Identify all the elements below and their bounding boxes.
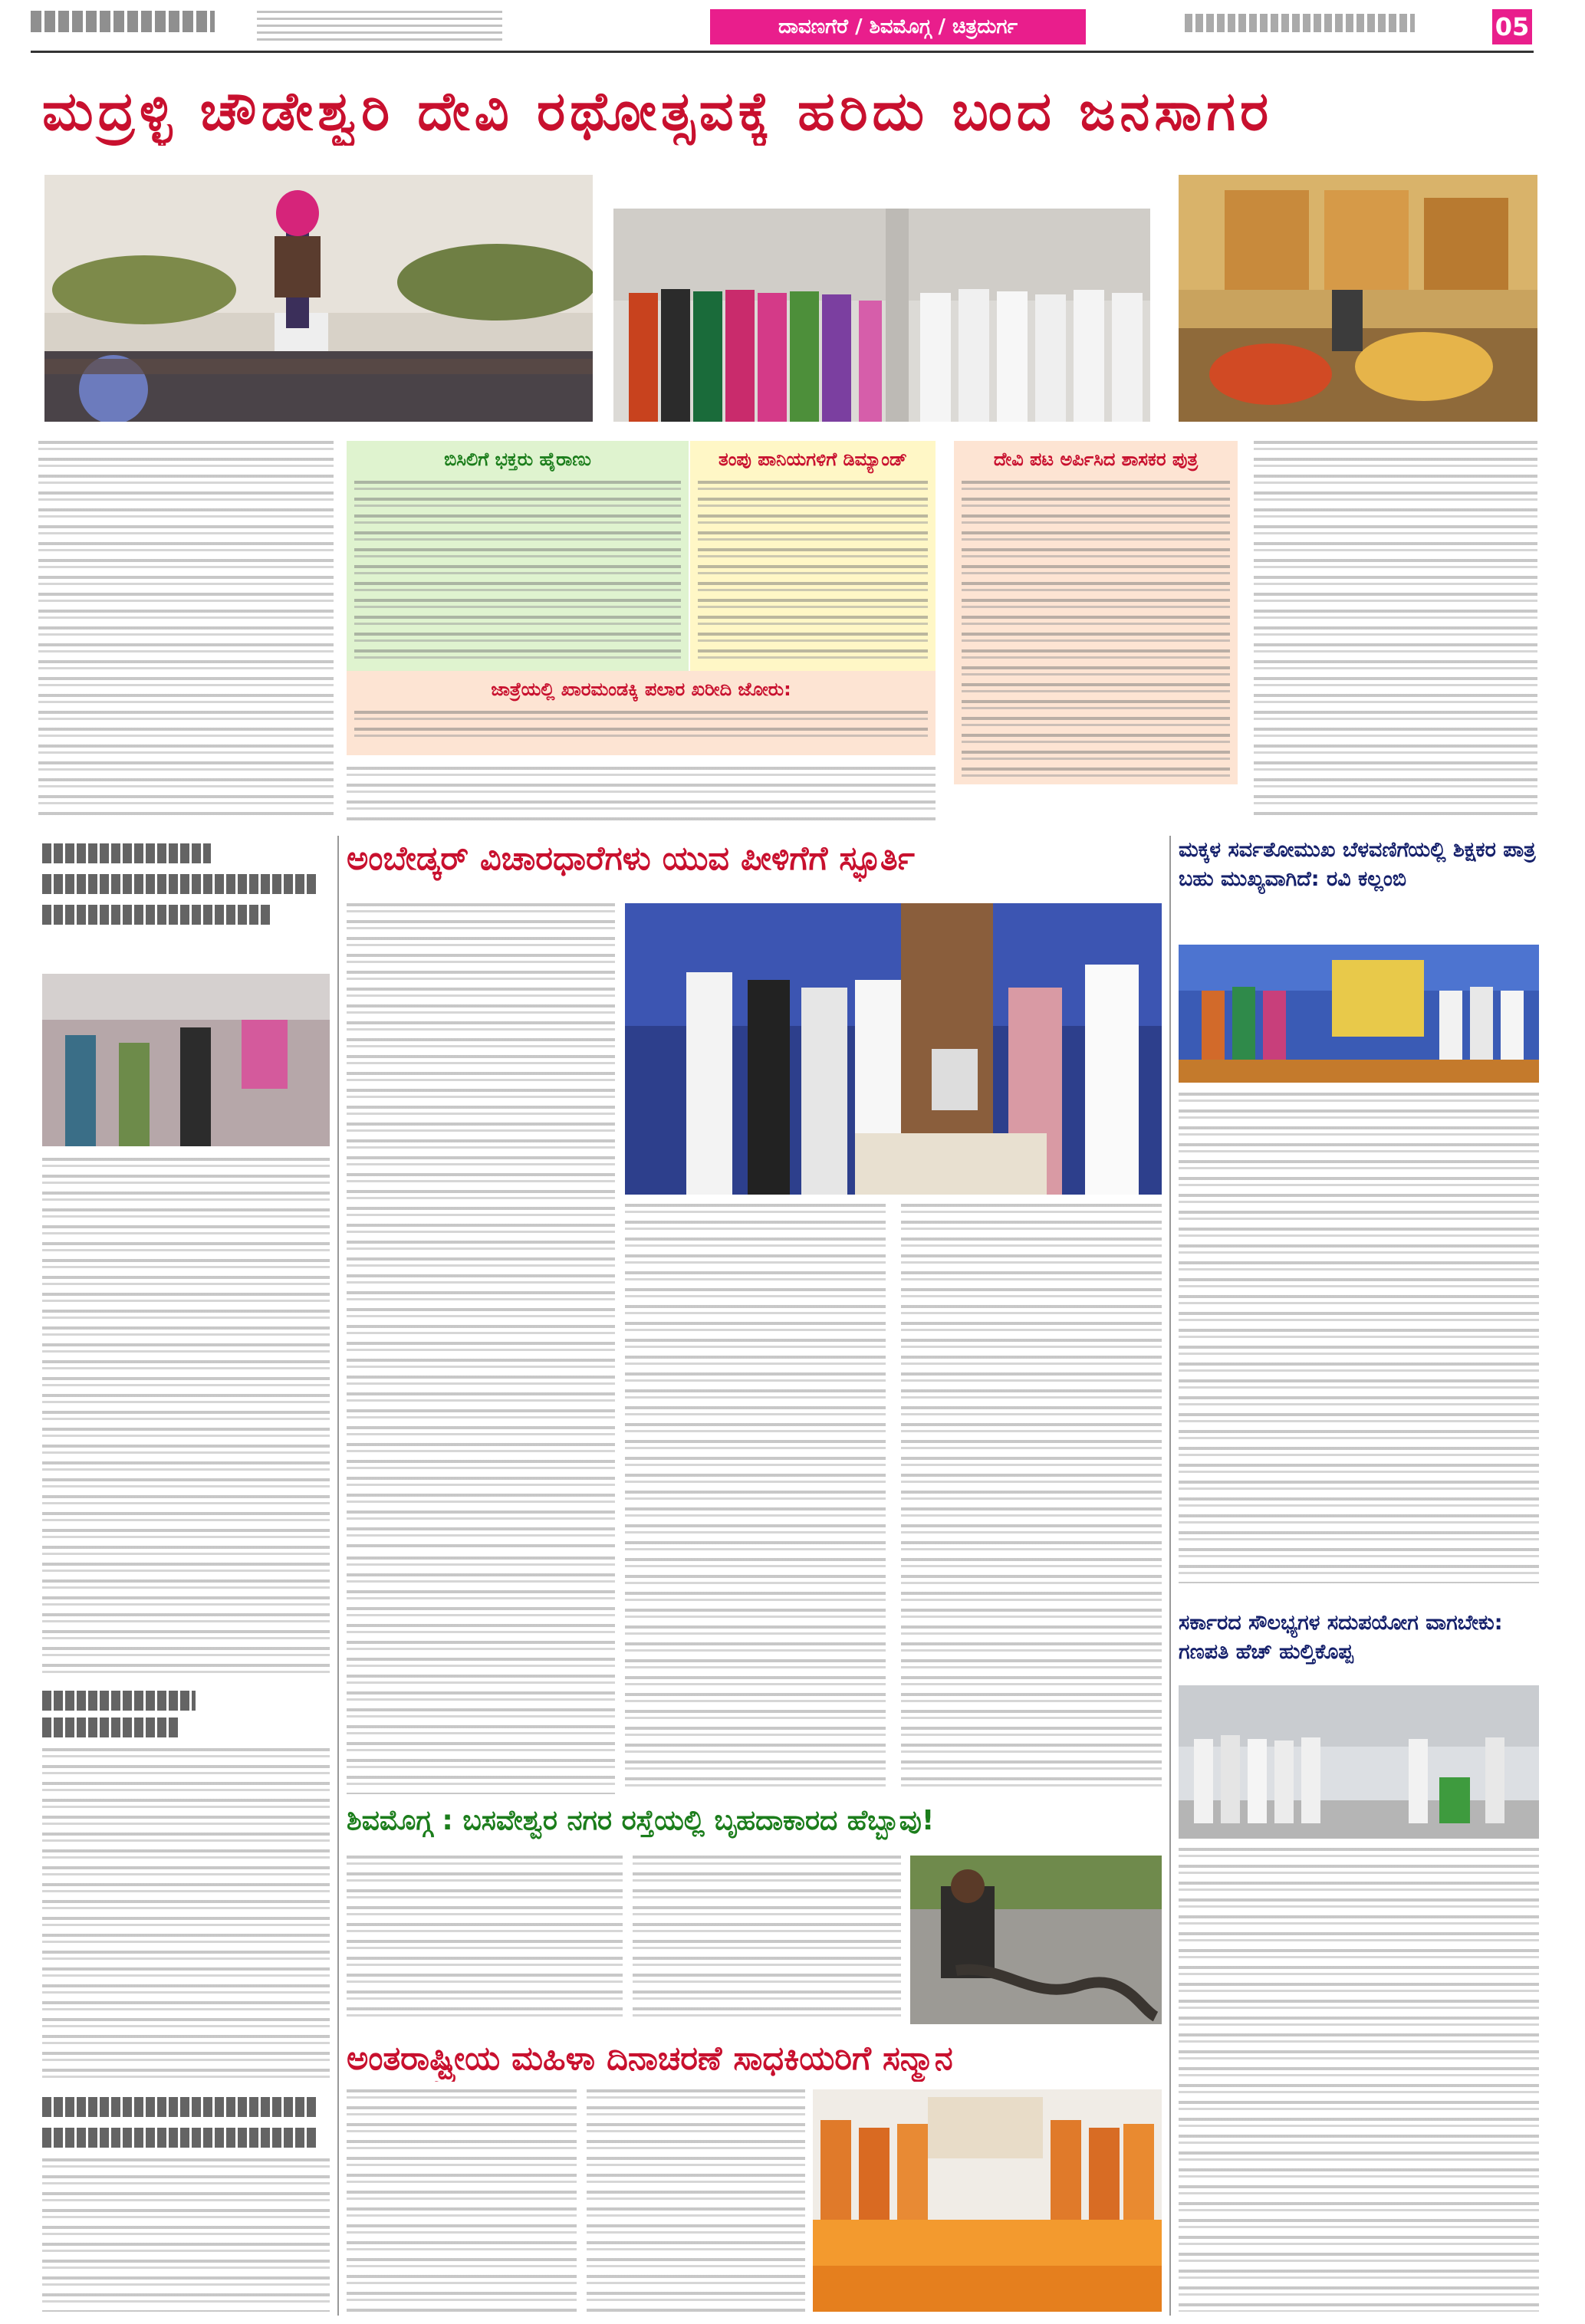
left-brief-headline-4 bbox=[42, 1691, 196, 1711]
info-box-offering-title: ದೇವಿ ಪಟ ಅರ್ಪಿಸಿದ ಶಾಸಕರ ಪುತ್ರ bbox=[993, 449, 1199, 470]
govt-schemes-photo bbox=[1179, 1685, 1539, 1839]
dateline bbox=[1185, 14, 1415, 32]
left-brief-text-3 bbox=[42, 2158, 330, 2312]
info-box-drinks bbox=[690, 441, 936, 671]
section-tag: ದಾವಣಗೆರೆ / ಶಿವಮೊಗ್ಗ / ಚಿತ್ರದುರ್ಗ bbox=[710, 9, 1086, 44]
teachers-text bbox=[1179, 1093, 1539, 1583]
column-divider bbox=[337, 836, 339, 2316]
masthead-logo bbox=[31, 11, 215, 32]
info-box-offering bbox=[954, 441, 1238, 784]
main-story-column-4 bbox=[1254, 441, 1537, 817]
snake-text-col-1 bbox=[347, 1856, 623, 2024]
info-box-snacks bbox=[347, 671, 936, 755]
ambedkar-headline: ಅಂಬೇಡ್ಕರ್ ವಿಚಾರಧಾರೆಗಳು ಯುವ ಪೀಳಿಗೆಗೆ ಸ್ಫೂರ್ತಿ bbox=[347, 840, 915, 878]
chariot-festival-photo bbox=[44, 175, 593, 422]
teachers-event-photo bbox=[1179, 945, 1539, 1083]
left-brief-text-1 bbox=[42, 1158, 330, 1679]
left-brief-headline-7 bbox=[42, 2128, 318, 2148]
left-brief-headline-1 bbox=[42, 843, 211, 863]
govt-schemes-headline: ಸರ್ಕಾರದ ಸೌಲಭ್ಯಗಳ ಸದುಪಯೋಗ ವಾಗಬೇಕು: ಗಣಪತಿ ಹೆಚ್ ಹುಲ್ತಿಕೊಪ್ಪ bbox=[1179, 1611, 1503, 1664]
womens-day-text-col-2 bbox=[587, 2089, 805, 2312]
masthead-subtitle bbox=[257, 11, 502, 41]
teachers-headline: ಮಕ್ಕಳ ಸರ್ವತೋಮುಖ ಬೆಳವಣಿಗೆಯಲ್ಲಿ ಶಿಕ್ಷಕರ ಪಾತ್ರ ಬಹು ಮುಖ್ಯವಾಗಿದೆ: ರವಿ ಕಲ್ಲಂಬಿ bbox=[1179, 838, 1536, 891]
snake-headline: ಶಿವಮೊಗ್ಗ : ಬಸವೇಶ್ವರ ನಗರ ರಸ್ತೆಯಲ್ಲಿ ಬೃಹದಾಕಾರದ ಹೆಬ್ಬಾವು! bbox=[347, 1805, 935, 1836]
womens-day-text-col-1 bbox=[347, 2089, 577, 2312]
govt-schemes-text bbox=[1179, 1848, 1539, 2312]
main-story-column-1 bbox=[38, 441, 334, 817]
ambedkar-text-col-1 bbox=[347, 903, 615, 1547]
ambedkar-text-col-3 bbox=[901, 1204, 1162, 1794]
left-brief-headline-3 bbox=[42, 905, 272, 925]
info-box-drinks-title: ತಂಪು ಪಾನಿಯಗಳಿಗೆ ಡಿಮ್ಯಾಂಡ್ bbox=[719, 449, 907, 470]
header-rule bbox=[31, 51, 1534, 53]
snack-stall-photo bbox=[1179, 175, 1537, 422]
left-brief-photo bbox=[42, 974, 330, 1146]
womens-day-headline: ಅಂತರಾಷ್ಟ್ರೀಯ ಮಹಿಳಾ ದಿನಾಚರಣೆ ಸಾಧಕಿಯರಿಗೆ ಸನ್ಮಾನ bbox=[347, 2040, 953, 2078]
left-brief-text-2 bbox=[42, 1748, 330, 2086]
ambedkar-text-col-1b bbox=[347, 1556, 615, 1794]
info-box-snacks-title: ಜಾತ್ರೆಯಲ್ಲಿ ಖಾರಮಂಡಕ್ಕಿ ಪಲಾರ ಖರೀದಿ ಜೋರು: bbox=[491, 679, 791, 700]
womens-day-photo bbox=[813, 2089, 1162, 2312]
column-divider bbox=[1169, 836, 1171, 2316]
main-headline: ಮದ್ರಳ್ಳಿ ಚೌಡೇಶ್ವರಿ ದೇವಿ ರಥೋತ್ಸವಕ್ಕೆ ಹರಿದು ಬಂದ ಜನಸಾಗರ bbox=[42, 80, 1274, 143]
main-story-bottom-text bbox=[347, 767, 936, 820]
ambedkar-event-photo bbox=[625, 903, 1162, 1195]
left-brief-headline-5 bbox=[42, 1718, 180, 1737]
left-brief-headline-6 bbox=[42, 2097, 318, 2117]
ambedkar-text-col-2 bbox=[625, 1204, 886, 1794]
left-brief-headline-2 bbox=[42, 874, 318, 894]
info-box-heat bbox=[347, 441, 689, 671]
women-group-photo bbox=[613, 209, 1150, 422]
python-snake-photo bbox=[910, 1856, 1162, 2024]
info-box-heat-title: ಬಿಸಿಲಿಗೆ ಭಕ್ತರು ಹೈರಾಣು bbox=[444, 449, 591, 470]
snake-text-col-2 bbox=[633, 1856, 901, 2024]
page-number: 05 bbox=[1492, 9, 1532, 44]
